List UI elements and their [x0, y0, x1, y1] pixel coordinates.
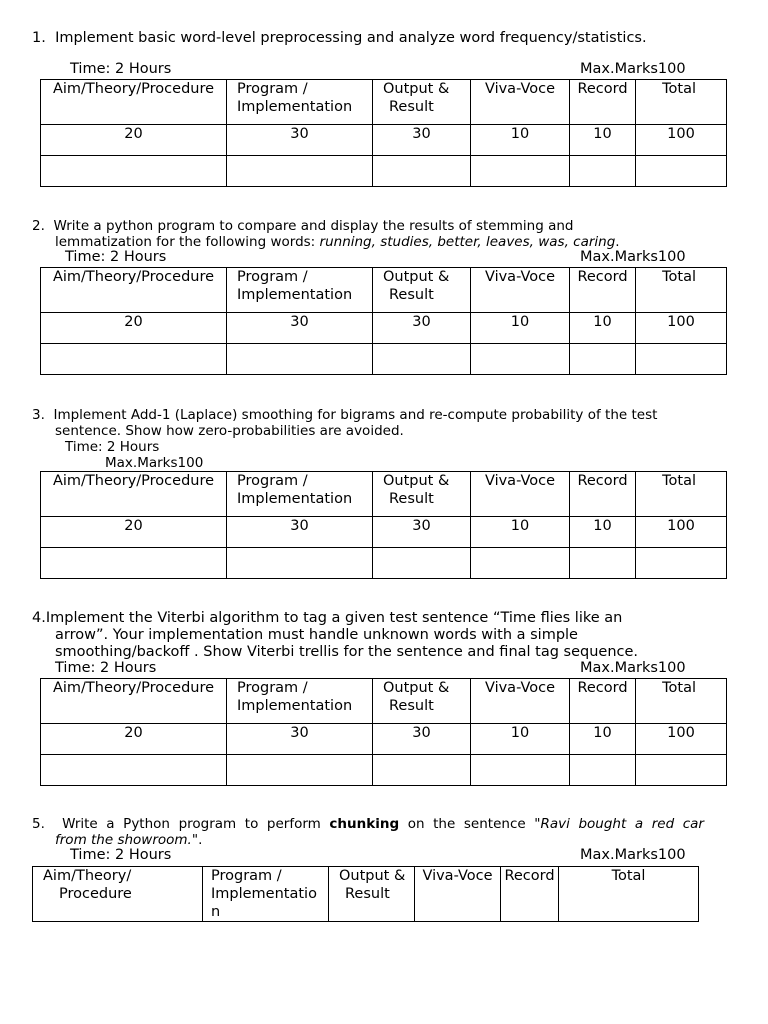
question-5-text-line2: from the showroom.".	[55, 832, 203, 848]
header-output: Output & Result	[329, 867, 415, 922]
value-output: 30	[373, 517, 471, 548]
header-program: Program / Implementation	[227, 80, 373, 125]
empty-cell[interactable]	[227, 344, 373, 375]
empty-cell[interactable]	[227, 548, 373, 579]
empty-row	[41, 344, 727, 375]
question-4-text-line3: smoothing/backoff . Show Viterbi trellis for the sentence and final tag sequence.	[55, 644, 639, 660]
values-row	[41, 517, 727, 548]
empty-cell[interactable]	[570, 156, 636, 187]
time-label: Time: 2 Hours	[65, 439, 160, 455]
header-total: Total	[636, 472, 727, 517]
value-output: 30	[373, 313, 471, 344]
empty-cell[interactable]	[41, 344, 227, 375]
value-aim: 20	[41, 125, 227, 156]
value-total: 100	[636, 125, 727, 156]
question-4-text-line2: arrow”. Your implementation must handle unknown words with a simple	[55, 627, 578, 643]
question-2-text	[32, 218, 573, 234]
header-row	[41, 80, 727, 125]
value-record: 10	[570, 125, 636, 156]
header-aim: Aim/Theory/Procedure	[41, 679, 227, 724]
value-program: 30	[227, 517, 373, 548]
header-total: Total	[636, 268, 727, 313]
empty-cell[interactable]	[471, 755, 570, 786]
empty-row	[41, 156, 727, 187]
header-record: Record	[570, 472, 636, 517]
value-program: 30	[227, 724, 373, 755]
header-total: Total	[559, 867, 699, 922]
question-number: 2.	[32, 218, 45, 234]
empty-cell[interactable]	[373, 344, 471, 375]
header-row	[41, 472, 727, 517]
header-output: Output & Result	[373, 472, 471, 517]
value-total: 100	[636, 517, 727, 548]
time-label: Time: 2 Hours	[70, 847, 172, 863]
max-marks-label: Max.Marks100	[105, 455, 204, 471]
empty-cell[interactable]	[373, 755, 471, 786]
max-marks-label: Max.Marks100	[580, 847, 686, 863]
value-output: 30	[373, 125, 471, 156]
empty-cell[interactable]	[373, 156, 471, 187]
marks-table	[40, 79, 727, 187]
header-aim: Aim/Theory/ Procedure	[33, 867, 203, 922]
value-viva: 10	[471, 313, 570, 344]
marks-table	[40, 471, 727, 579]
empty-cell[interactable]	[471, 344, 570, 375]
value-aim: 20	[41, 313, 227, 344]
empty-cell[interactable]	[636, 755, 727, 786]
value-record: 10	[570, 517, 636, 548]
question-number: 3.	[32, 407, 45, 423]
empty-cell[interactable]	[227, 156, 373, 187]
value-output: 30	[373, 724, 471, 755]
question-line: Write a python program to compare and display the results of stemming and	[53, 218, 574, 234]
value-viva: 10	[471, 724, 570, 755]
header-row	[41, 679, 727, 724]
header-viva: Viva-Voce	[415, 867, 501, 922]
header-row	[33, 867, 699, 922]
header-viva: Viva-Voce	[471, 268, 570, 313]
time-label: Time: 2 Hours	[55, 660, 157, 676]
question-1-text	[32, 30, 647, 47]
question-3-text	[32, 407, 657, 423]
question-5-text: 5. Write a Python program to perform chunking on the sentence "Ravi bought a red car	[32, 816, 704, 832]
header-program: Program / Implementation	[227, 472, 373, 517]
header-record: Record	[501, 867, 559, 922]
question-number: 4.	[32, 610, 46, 626]
value-aim: 20	[41, 517, 227, 548]
empty-cell[interactable]	[636, 548, 727, 579]
values-row	[41, 724, 727, 755]
value-total: 100	[636, 724, 727, 755]
header-record: Record	[570, 268, 636, 313]
max-marks-label: Max.Marks100	[580, 660, 686, 676]
value-viva: 10	[471, 517, 570, 548]
header-viva: Viva-Voce	[471, 472, 570, 517]
empty-cell[interactable]	[41, 156, 227, 187]
empty-cell[interactable]	[570, 344, 636, 375]
empty-cell[interactable]	[636, 156, 727, 187]
empty-cell[interactable]	[41, 548, 227, 579]
max-marks-label: Max.Marks100	[580, 249, 686, 265]
question-number: 5.	[32, 816, 45, 832]
values-row	[41, 125, 727, 156]
question-4-text	[32, 610, 622, 627]
value-record: 10	[570, 724, 636, 755]
header-program: Program / Implementation	[227, 268, 373, 313]
header-record: Record	[570, 80, 636, 125]
header-aim: Aim/Theory/Procedure	[41, 268, 227, 313]
marks-table	[32, 866, 699, 922]
header-total: Total	[636, 80, 727, 125]
empty-cell[interactable]	[373, 548, 471, 579]
value-program: 30	[227, 125, 373, 156]
question-number: 1.	[32, 30, 46, 46]
header-output: Output & Result	[373, 679, 471, 724]
question-line: Implement the Viterbi algorithm to tag a given test sentence “Time flies like an	[45, 610, 623, 626]
marks-table	[40, 267, 727, 375]
empty-cell[interactable]	[570, 755, 636, 786]
question-3-text-line2: sentence. Show how zero-probabilities are avoided.	[55, 423, 404, 439]
header-program: Program / Implementatio n	[203, 867, 329, 922]
question-line: Implement Add-1 (Laplace) smoothing for bigrams and re-compute probability of the test	[53, 407, 658, 423]
question-line: Implement basic word-level preprocessing and analyze word frequency/statistics.	[55, 30, 647, 46]
value-viva: 10	[471, 125, 570, 156]
header-row	[41, 268, 727, 313]
time-label: Time: 2 Hours	[70, 61, 172, 77]
header-total: Total	[636, 679, 727, 724]
empty-cell[interactable]	[636, 344, 727, 375]
empty-cell[interactable]	[570, 548, 636, 579]
empty-cell[interactable]	[227, 755, 373, 786]
time-label: Time: 2 Hours	[65, 249, 167, 265]
header-viva: Viva-Voce	[471, 679, 570, 724]
header-output: Output & Result	[373, 80, 471, 125]
marks-table	[40, 678, 727, 786]
question-2-text-line2: lemmatization for the following words: running, studies, better, leaves, was, caring.	[55, 234, 620, 250]
header-program: Program / Implementation	[227, 679, 373, 724]
empty-row	[41, 755, 727, 786]
value-record: 10	[570, 313, 636, 344]
header-aim: Aim/Theory/Procedure	[41, 80, 227, 125]
empty-cell[interactable]	[41, 755, 227, 786]
value-total: 100	[636, 313, 727, 344]
header-output: Output & Result	[373, 268, 471, 313]
empty-cell[interactable]	[471, 156, 570, 187]
values-row	[41, 313, 727, 344]
empty-row	[41, 548, 727, 579]
value-program: 30	[227, 313, 373, 344]
header-aim: Aim/Theory/Procedure	[41, 472, 227, 517]
header-record: Record	[570, 679, 636, 724]
empty-cell[interactable]	[471, 548, 570, 579]
max-marks-label: Max.Marks100	[580, 61, 686, 77]
header-viva: Viva-Voce	[471, 80, 570, 125]
value-aim: 20	[41, 724, 227, 755]
